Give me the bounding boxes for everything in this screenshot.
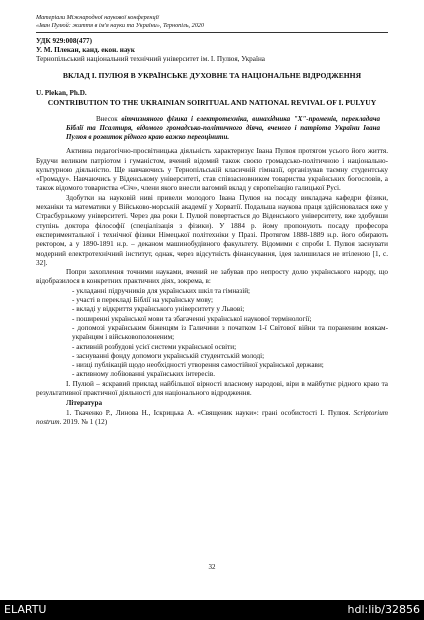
list-item: - заснуванні фонду допомоги українській студентській молоді;	[72, 351, 265, 360]
literature-item-start: 1. Ткаченко Р., Линова Н., Іскрицька А. «Священик науки»: грані особистості І. Пулюя.	[66, 408, 354, 417]
contributions-list	[36, 287, 388, 380]
list-item: - допомозі українським біженцям із Галичини з початком 1-ї Світової війни та пораненим воякам-українцям і військовополоненим;	[72, 323, 388, 342]
paragraph-2: Здобутки на науковій ниві привели молодого Івана Пулюя на посаду викладача кафедри фізики, механіки та математики у Військово-морській академії у Хорватії. Подальша наукова праця здійснювалася вже у Страсбурзькому університеті. Через два роки І. Пулюй повертається до Віденського університету, вже здобувши ступінь доктора філософії (спеціалізація з фізики). У 1884 р. йому пропонують посаду професора експериментальної і технічної фізики Німецької політехніки у Празі. Протягом 1888-1889 н.р. його обирають ректором, а у 1890-1891 н.р. – деканом машинобудівного факультету. Відомими є спроби І. Пулюя заснувати модерний електротехнічний інститут, однак, через відсутність фінансування, ідея залишилася не втіленою [1, с. 32].	[36, 193, 388, 267]
list-item: - активному лобіюванні українських інтересів.	[72, 370, 216, 379]
conclusion-paragraph: І. Пулюй – яскравий приклад найбільшої вірності власному народові, віри в майбутнє рідного краю та результативної практичної діяльності для національного відродження.	[36, 379, 388, 398]
paragraph-1: Активна педагогічно-просвітницька діяльність характеризує Івана Пулюя протягом усього його життя. Будучи великим патріотом і гуманістом, вчений відомий також своєю громадсько-політичною і національно-культурною діяльністю. Ще навчаючись у Тернопільській класичній гімназії, організував таємну студентську «Громаду». Навчаючись у Віденському університеті, став співзасновником товариства українських богословів, а також відомого товариства «Січ», члени якого внесли вагомий вклад у європеїзацію галицької Русі.	[36, 147, 388, 193]
list-item: - укладанні підручників для українських шкіл та гімназій;	[72, 286, 251, 295]
literature-heading: Література	[66, 399, 103, 408]
title-ua: ВКЛАД І. ПУЛЮЯ В УКРАЇНСЬКЕ ДУХОВНЕ ТА НАЦІОНАЛЬНЕ ВІДРОДЖЕННЯ	[62, 71, 362, 81]
udk-code: УДК 929:008(477)	[36, 37, 93, 46]
list-item: - участі в перекладі Біблії на українську мову;	[72, 296, 214, 305]
conference-header-line2: «Іван Пулюй: життя в ім'я науки та України», Тернопіль, 2020	[36, 21, 204, 29]
list-item: - низці публікацій щодо необхідності утворення самостійної української держави;	[72, 361, 324, 370]
literature-item	[36, 409, 388, 428]
author-en: U. Plekan, Ph.D.	[36, 88, 87, 97]
header-divider	[36, 32, 388, 33]
conference-header-line1: Матеріали Міжнародної наукової конференції	[36, 14, 160, 21]
paragraph-3: Попри захоплення точними науками, вчений не забував про непросту долю українського народу, що відобразилося в конкретних практичних діях, зокрема, в:	[36, 268, 388, 286]
author-ua: У. М. Плекан, канд. екон. наук	[36, 46, 135, 55]
abstract	[66, 115, 380, 142]
list-item: - поширенні української мови та збагаченні української наукової термінології;	[72, 314, 312, 323]
page-number: 32	[208, 563, 216, 571]
footer-handle-link[interactable]: hdl:lib/32856	[347, 603, 420, 616]
document-content	[36, 14, 388, 427]
literature-journal: Scriptorium nostrum	[36, 408, 388, 426]
abstract-body: вітчизняного фізика і електротехніка, винахідника "Х"-променів, перекладача Біблії та Псалтиря, відомого громадсько-політичного діяча, вченого і патріота України Івана Пулюя в розвиток рідного краю важко переоцінити.	[66, 115, 380, 142]
conference-header	[36, 14, 388, 29]
literature-item-end: . 2019. № 1 (12)	[59, 417, 108, 426]
list-item: - активній розбудові усієї системи української освіти;	[72, 342, 237, 351]
abstract-lead: Внесок	[96, 115, 118, 124]
footer-repository-name: ELARTU	[4, 603, 47, 616]
repository-footer	[0, 600, 424, 620]
list-item: - вкладі у відкриття українського університету у Львові;	[72, 305, 245, 314]
affiliation: Тернопільський національний технічний університет ім. І. Пулюя, Україна	[36, 55, 265, 64]
title-en: CONTRIBUTION TO THE UKRAINIAN SOIRITUAL AND NATIONAL REVIVAL OF I. PULYUY	[47, 97, 377, 107]
